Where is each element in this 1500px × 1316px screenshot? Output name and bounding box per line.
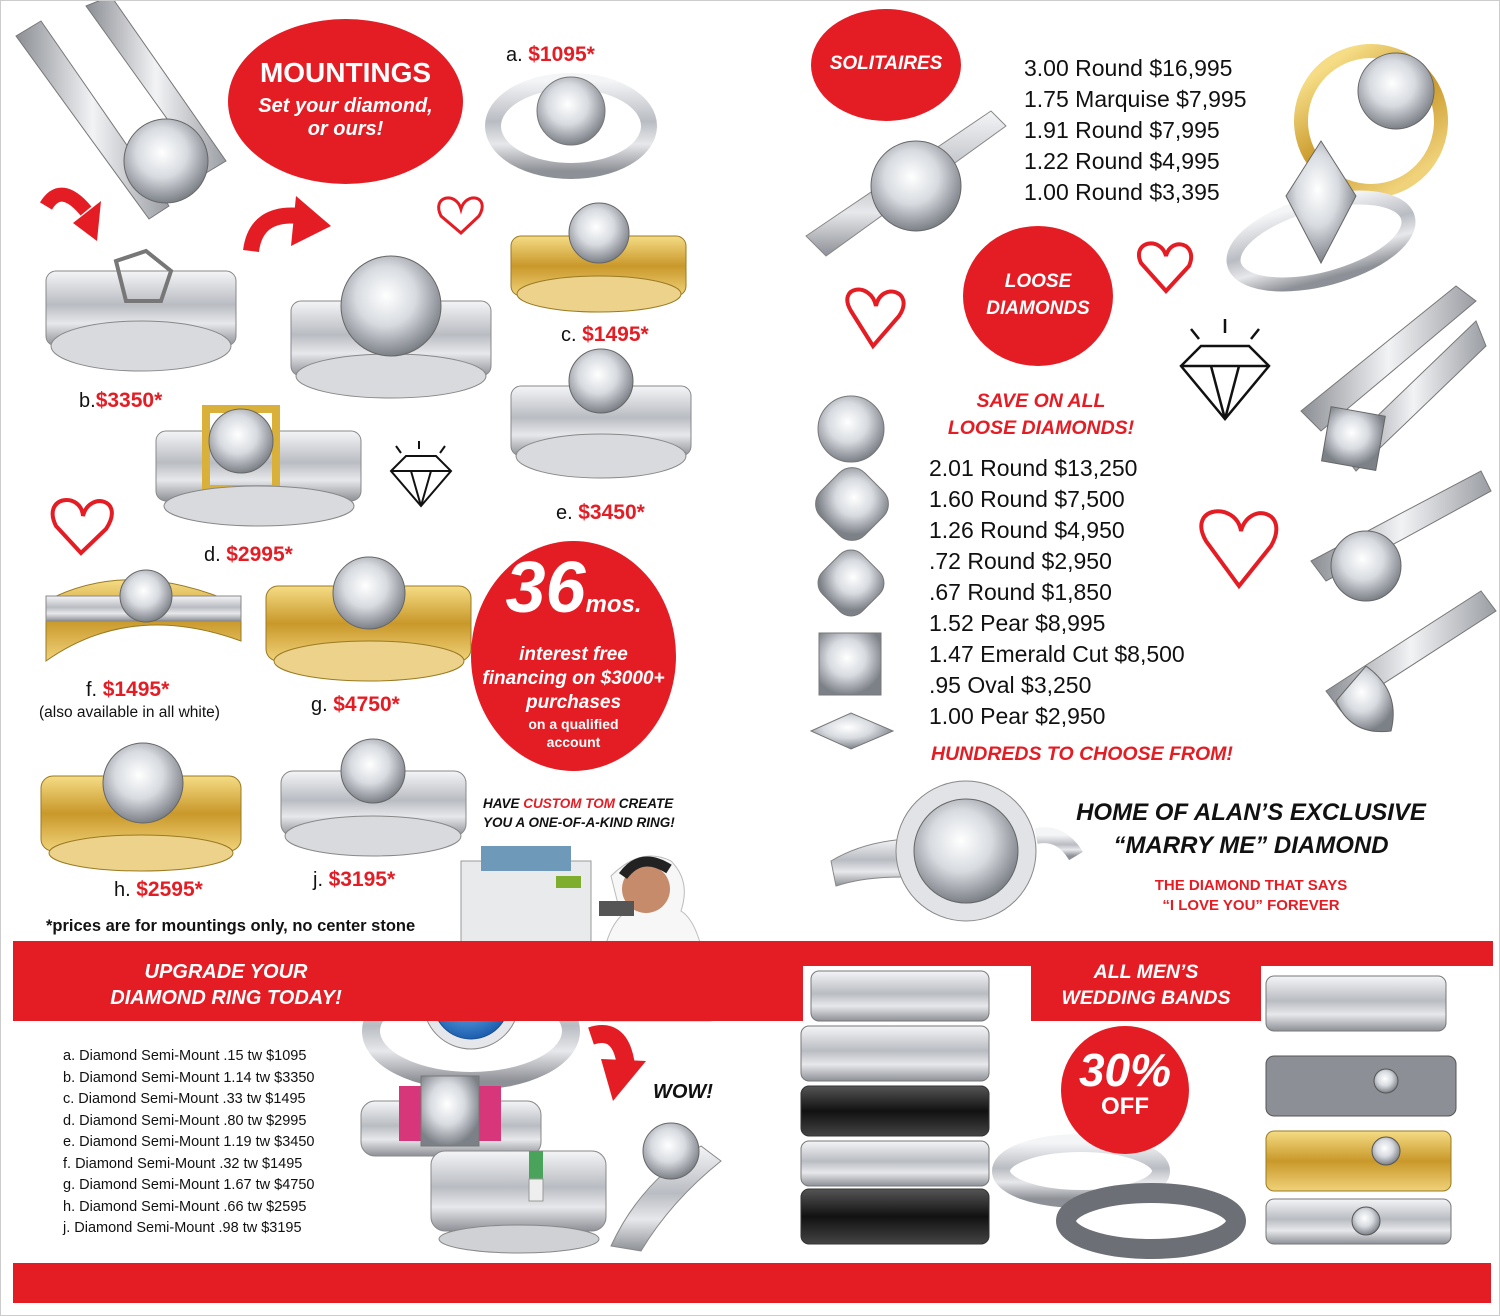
- diamond-outline-icon: [391, 441, 451, 506]
- financing-line-5: account: [546, 734, 601, 750]
- list-item: e. Diamond Semi-Mount 1.19 tw $3450: [63, 1134, 315, 1150]
- list-item: 1.75 Marquise $7,995: [1024, 86, 1247, 112]
- mens-bands-headline: ALL MEN’S WEDDING BANDS: [1061, 961, 1231, 1009]
- list-item: 1.00 Round $3,395: [1024, 179, 1220, 205]
- ring-e: [511, 349, 691, 478]
- custom-tom-name: CUSTOM TOM: [523, 796, 616, 811]
- loose-diamond-shapes: [808, 396, 896, 749]
- list-item: .72 Round $2,950: [929, 548, 1112, 574]
- financing-badge: [471, 541, 676, 771]
- ring-center: [291, 256, 491, 398]
- ring-emerald-pink: [361, 1076, 541, 1156]
- price-e: e. $3450*: [556, 501, 645, 524]
- list-item: 1.91 Round $7,995: [1024, 117, 1220, 143]
- list-item: 3.00 Round $16,995: [1024, 55, 1233, 81]
- ring-b: [46, 251, 236, 371]
- ring-bypass: [611, 1123, 721, 1251]
- financing-months-number: 36: [505, 548, 586, 628]
- ring-green-stone: [431, 1151, 606, 1253]
- list-item: 1.47 Emerald Cut $8,500: [929, 641, 1185, 667]
- wow-label: WOW!: [653, 1081, 713, 1103]
- upgrade-list: [63, 1046, 314, 1240]
- hundreds-label: HUNDREDS TO CHOOSE FROM!: [931, 743, 1233, 765]
- mountings-badge: [228, 19, 463, 184]
- list-item: b. Diamond Semi-Mount 1.14 tw $3350: [63, 1069, 315, 1086]
- ring-f: [46, 570, 241, 661]
- mountings-subtitle-1: Set your diamond,: [258, 95, 433, 117]
- price-g: g. $4750*: [311, 693, 400, 716]
- list-item: 1.52 Pear $8,995: [929, 610, 1106, 636]
- custom-tom-line-1: HAVE CUSTOM TOM CREATE: [483, 796, 674, 811]
- mountings-subtitle-2: or ours!: [307, 118, 384, 140]
- discount-percent: 30%: [1078, 1044, 1172, 1096]
- price-d: d. $2995*: [204, 543, 293, 566]
- loose-title-1: LOOSE: [1004, 271, 1072, 292]
- custom-tom-callout: [483, 794, 675, 832]
- list-item: h. Diamond Semi-Mount .66 tw $2595: [63, 1198, 307, 1215]
- list-item: 1.00 Pear $2,950: [929, 703, 1106, 729]
- financing-line-4: on a qualified: [528, 716, 619, 732]
- list-item: a. Diamond Semi-Mount .15 tw $1095: [63, 1048, 307, 1064]
- upgrade-title: UPGRADE YOUR DIAMOND RING TODAY!: [110, 961, 342, 1009]
- tweezers-top-left: [16, 1, 226, 219]
- list-item: .67 Round $1,850: [929, 579, 1112, 605]
- solitaires-badge: [811, 9, 961, 121]
- mountings-footnote: *prices are for mountings only, no center stone: [46, 917, 416, 935]
- marry-me-ring: [831, 781, 1076, 921]
- financing-headline: [471, 548, 676, 643]
- discount-off: OFF: [1101, 1093, 1149, 1120]
- save-headline: SAVE ON ALL LOOSE DIAMONDS!: [947, 390, 1135, 439]
- list-item: 1.22 Round $4,995: [1024, 148, 1220, 174]
- list-item: 1.60 Round $7,500: [929, 486, 1125, 512]
- financing-line-1: interest free: [519, 644, 628, 665]
- arrow-icon: [46, 195, 86, 211]
- solitaires-list: [1024, 53, 1247, 208]
- ring-g: [266, 557, 471, 681]
- ring-h: [41, 743, 241, 871]
- price-j: j. $3195*: [313, 868, 396, 891]
- mountings-title: MOUNTINGS: [259, 57, 432, 88]
- ring-j: [281, 739, 466, 856]
- marry-me-headline: HOME OF ALAN’S EXCLUSIVE “MARRY ME” DIAMOND: [1076, 799, 1426, 859]
- ring-d: [156, 409, 361, 526]
- price-b: b.$3350*: [79, 389, 163, 412]
- list-item: .95 Oval $3,250: [929, 672, 1092, 698]
- marry-me-tagline: THE DIAMOND THAT SAYS “I LOVE YOU” FOREVER: [1154, 877, 1348, 914]
- list-item: c. Diamond Semi-Mount .33 tw $1495: [63, 1091, 306, 1107]
- custom-tom-line-2: YOU A ONE-OF-A-KIND RING!: [483, 815, 675, 830]
- f-note: (also available in all white): [39, 704, 220, 721]
- list-item: d. Diamond Semi-Mount .80 tw $2995: [63, 1112, 307, 1129]
- loose-title-2: DIAMONDS: [986, 298, 1090, 319]
- diamond-outline-icon: [1181, 319, 1269, 419]
- list-item: g. Diamond Semi-Mount 1.67 tw $4750: [63, 1177, 315, 1193]
- tweezers-right: [1301, 286, 1496, 732]
- ring-c: [511, 203, 686, 312]
- solitaire-ring-marquise: [1224, 141, 1418, 301]
- bottom-stripe: [13, 1263, 1491, 1303]
- list-item: j. Diamond Semi-Mount .98 tw $3195: [63, 1220, 302, 1236]
- price-a: a. $1095*: [506, 43, 595, 66]
- financing-months-label: mos.: [585, 591, 642, 618]
- price-c: c. $1495*: [561, 323, 649, 346]
- solitaire-ring-silver: [806, 111, 1006, 256]
- price-h: h. $2595*: [114, 878, 203, 901]
- list-item: 1.26 Round $4,950: [929, 517, 1125, 543]
- loose-diamonds-list: [929, 453, 1185, 732]
- list-item: 2.01 Round $13,250: [929, 455, 1138, 481]
- diamond-icon: [124, 119, 208, 203]
- price-f: f. $1495*: [86, 678, 170, 701]
- thirty-percent-off-badge: [1061, 1026, 1189, 1154]
- financing-line-2: financing on $3000+: [482, 668, 665, 689]
- loose-diamonds-badge: [963, 226, 1113, 366]
- ring-a: [493, 77, 649, 171]
- list-item: f. Diamond Semi-Mount .32 tw $1495: [63, 1155, 303, 1172]
- financing-line-3: purchases: [525, 692, 622, 713]
- solitaires-title: SOLITAIRES: [829, 53, 943, 74]
